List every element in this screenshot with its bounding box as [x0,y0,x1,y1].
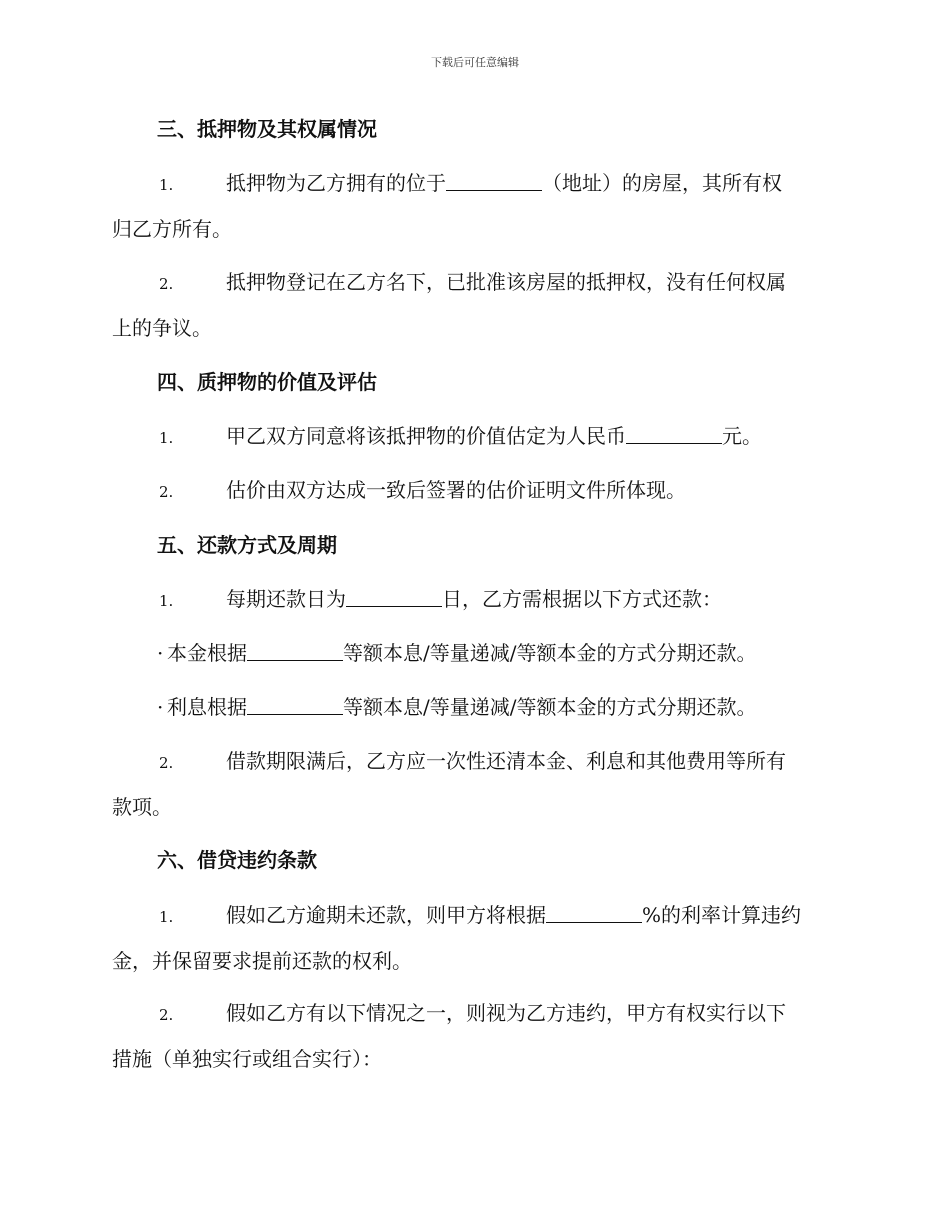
section-6-item-1 [112,893,837,983]
section-5-bullet-2 [112,685,837,729]
fill-in-blank [346,588,442,607]
item-number: 1. [159,908,174,926]
item-text-continued: 上的争议。 [112,316,212,340]
fill-in-blank [546,904,642,923]
section-5-bullet-1 [112,631,837,675]
section-3-item-1 [112,161,837,251]
item-text-continued: 金，并保留要求提前还款的权利。 [112,949,412,973]
bullet-text: 等额本息/等量递减/等额本金的方式分期还款。 [343,641,757,665]
section-5-title: 五、还款方式及周期 [157,533,337,557]
item-text: %的利率计算违约 [642,903,802,927]
section-3-title: 三、抵押物及其权属情况 [157,117,377,141]
section-4-item-1 [112,414,837,460]
section-6-title: 六、借贷违约条款 [157,848,317,872]
section-5-item-1 [112,577,837,623]
bullet-text: 等额本息/等量递减/等额本金的方式分期还款。 [343,695,757,719]
item-text: （地址）的房屋，其所有权 [542,171,782,195]
item-number: 2. [159,1006,174,1024]
fill-in-blank [247,642,343,661]
item-text: 甲乙双方同意将该抵押物的价值估定为人民币 [226,424,626,448]
page-header: 下载后可任意编辑 [431,56,519,69]
item-text: 假如乙方逾期未还款，则甲方将根据 [226,903,546,927]
section-3-item-2 [112,260,837,350]
item-text: 抵押物登记在乙方名下，已批准该房屋的抵押权，没有任何权属 [226,270,786,294]
item-number: 2. [159,483,174,501]
item-number: 2. [159,275,174,293]
item-text: 借款期限满后，乙方应一次性还清本金、利息和其他费用等所有 [226,749,786,773]
bullet-text: 利息根据 [167,695,247,719]
item-number: 2. [159,754,174,772]
item-number: 1. [159,429,174,447]
item-text: 元。 [722,424,762,448]
item-number: 1. [159,592,174,610]
item-text-continued: 款项。 [112,795,172,819]
item-text: 日，乙方需根据以下方式还款： [442,587,722,611]
fill-in-blank [446,172,542,191]
item-text: 假如乙方有以下情况之一，则视为乙方违约，甲方有权实行以下 [226,1001,786,1025]
fill-in-blank [626,425,722,444]
item-text-continued: 措施（单独实行或组合实行）： [112,1047,382,1071]
section-5-item-2 [112,739,837,829]
item-text: 抵押物为乙方拥有的位于 [226,171,446,195]
bullet-dot: · [157,695,164,719]
item-number: 1. [159,176,174,194]
section-4-title: 四、质押物的价值及评估 [157,370,377,394]
item-text: 每期还款日为 [226,587,346,611]
fill-in-blank [247,696,343,715]
item-text: 估价由双方达成一致后签署的估价证明文件所体现。 [226,478,686,502]
bullet-text: 本金根据 [167,641,247,665]
item-text-continued: 归乙方所有。 [112,217,232,241]
bullet-dot: · [157,641,164,665]
section-6-item-2 [112,991,837,1081]
section-4-item-2 [112,468,837,514]
